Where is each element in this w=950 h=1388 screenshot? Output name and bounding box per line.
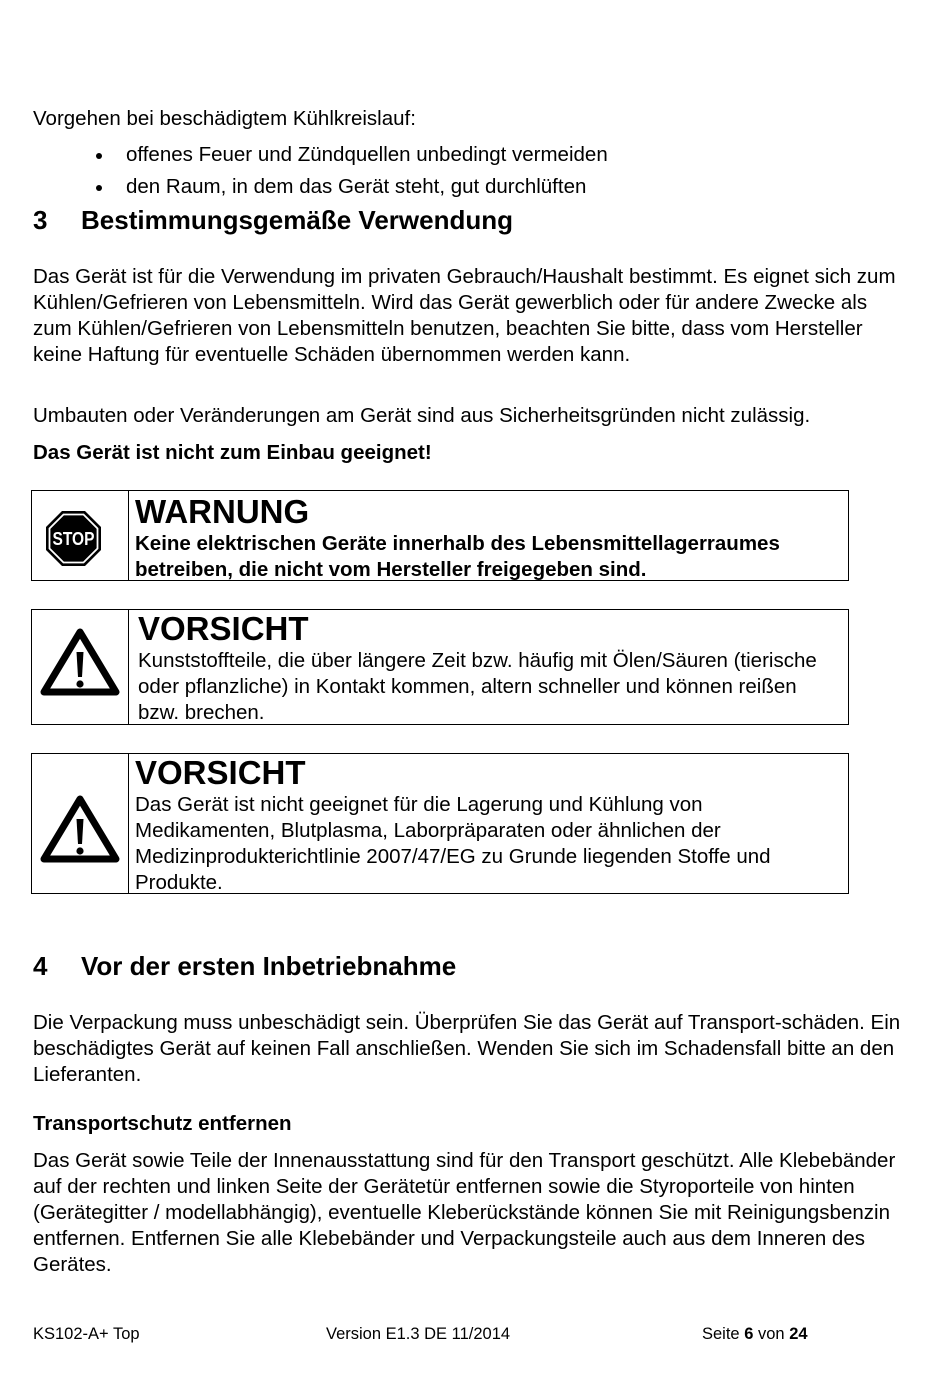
stop-sign-text: STOP xyxy=(52,529,95,549)
caution-box xyxy=(31,753,849,894)
footer-page-number xyxy=(702,1324,808,1344)
intro-text: Vorgehen bei beschädigtem Kühlkreislauf: xyxy=(33,107,416,130)
page-label: Seite xyxy=(702,1325,740,1343)
warning-triangle-icon xyxy=(32,754,128,893)
bullet-text: den Raum, in dem das Gerät steht, gut durchlüften xyxy=(126,175,587,198)
section-4-paragraph-1: Die Verpackung muss unbeschädigt sein. Überprüfen Sie das Gerät auf Transport-schäden. Ein beschädigtes Gerät auf keinen Fall anschließen. Wenden Sie sich im Schadensfall bitte an den Lieferanten. xyxy=(33,1011,901,1086)
section-3-bold-note: Das Gerät ist nicht zum Einbau geeignet! xyxy=(33,441,432,464)
notice-text: Keine elektrischen Geräte innerhalb des Lebensmittellagerraumes betreiben, die nicht vom Hersteller freigegeben sind. xyxy=(135,532,780,581)
section-title: Bestimmungsgemäße Verwendung xyxy=(81,205,513,235)
section-4-paragraph-2: Das Gerät sowie Teile der Innenausstattung sind für den Transport geschützt. Alle Klebebänder auf der rechten und linken Seite der Gerätetür entfernen sowie die Styroporteile von hinten (Gerätegitter / modellabhängig), eventuelle Kleberückstände können Sie mit Reinigungsbenzin entfernen. Entfernen Sie alle Klebebänder und Verpackungsteile auch aus dem Inneren des Gerätes. xyxy=(33,1149,896,1276)
warning-box xyxy=(31,490,849,581)
notice-title: VORSICHT xyxy=(135,754,306,791)
section-number: 4 xyxy=(33,951,48,981)
page-current: 6 xyxy=(744,1325,754,1343)
caution-box xyxy=(31,609,849,725)
list-item xyxy=(96,174,608,206)
notice-content xyxy=(138,610,842,726)
list-item xyxy=(96,142,608,174)
notice-icon-cell xyxy=(32,491,129,580)
bullet-dot-icon xyxy=(96,185,102,191)
bullet-list xyxy=(96,142,608,206)
page-of: von xyxy=(757,1325,785,1343)
section-3-heading xyxy=(33,205,513,235)
subheading-transport: Transportschutz entfernen xyxy=(33,1112,292,1135)
warning-triangle-icon xyxy=(32,610,128,724)
section-3-paragraph-2: Umbauten oder Veränderungen am Gerät sind aus Sicherheitsgründen nicht zulässig. xyxy=(33,404,811,427)
notice-icon-cell xyxy=(32,610,129,724)
section-3-paragraph-1: Das Gerät ist für die Verwendung im privaten Gebrauch/Haushalt bestimmt. Es eignet sich zum Kühlen/Gefrieren von Lebensmitteln. Wird das Gerät gewerblich oder für andere Zwecke als zum Kühlen/Gefrieren von Lebensmitteln benutzen, beachten Sie bitte, dass vom Hersteller keine Haftung für eventuelle Schäden übernommen werden kann. xyxy=(33,265,896,366)
footer-model: KS102-A+ Top xyxy=(33,1325,140,1343)
bullet-text: offenes Feuer und Zündquellen unbedingt vermeiden xyxy=(126,143,608,166)
notice-title: VORSICHT xyxy=(138,610,309,647)
bullet-dot-icon xyxy=(96,153,102,159)
notice-text: Kunststoffteile, die über längere Zeit bzw. häufig mit Ölen/Säuren (tierische oder pflanzliche) in Kontakt kommen, altern schneller und können reißen bzw. brechen. xyxy=(138,649,817,724)
footer-version: Version E1.3 DE 11/2014 xyxy=(326,1325,511,1343)
notice-text: Das Gerät ist nicht geeignet für die Lagerung und Kühlung von Medikamenten, Blutplasma, Laborpräparaten oder ähnlichen der Medizinprodukterichtlinie 2007/47/EG zu Grunde liegenden Stoffe und Produkte. xyxy=(135,793,771,894)
section-number: 3 xyxy=(33,205,48,235)
page-total: 24 xyxy=(789,1325,808,1343)
stop-sign-icon xyxy=(32,491,128,580)
notice-content xyxy=(135,491,842,583)
notice-icon-cell xyxy=(32,754,129,893)
section-4-heading xyxy=(33,951,456,981)
section-title: Vor der ersten Inbetriebnahme xyxy=(81,951,457,981)
notice-title: WARNUNG xyxy=(135,493,310,530)
notice-content xyxy=(135,754,842,896)
